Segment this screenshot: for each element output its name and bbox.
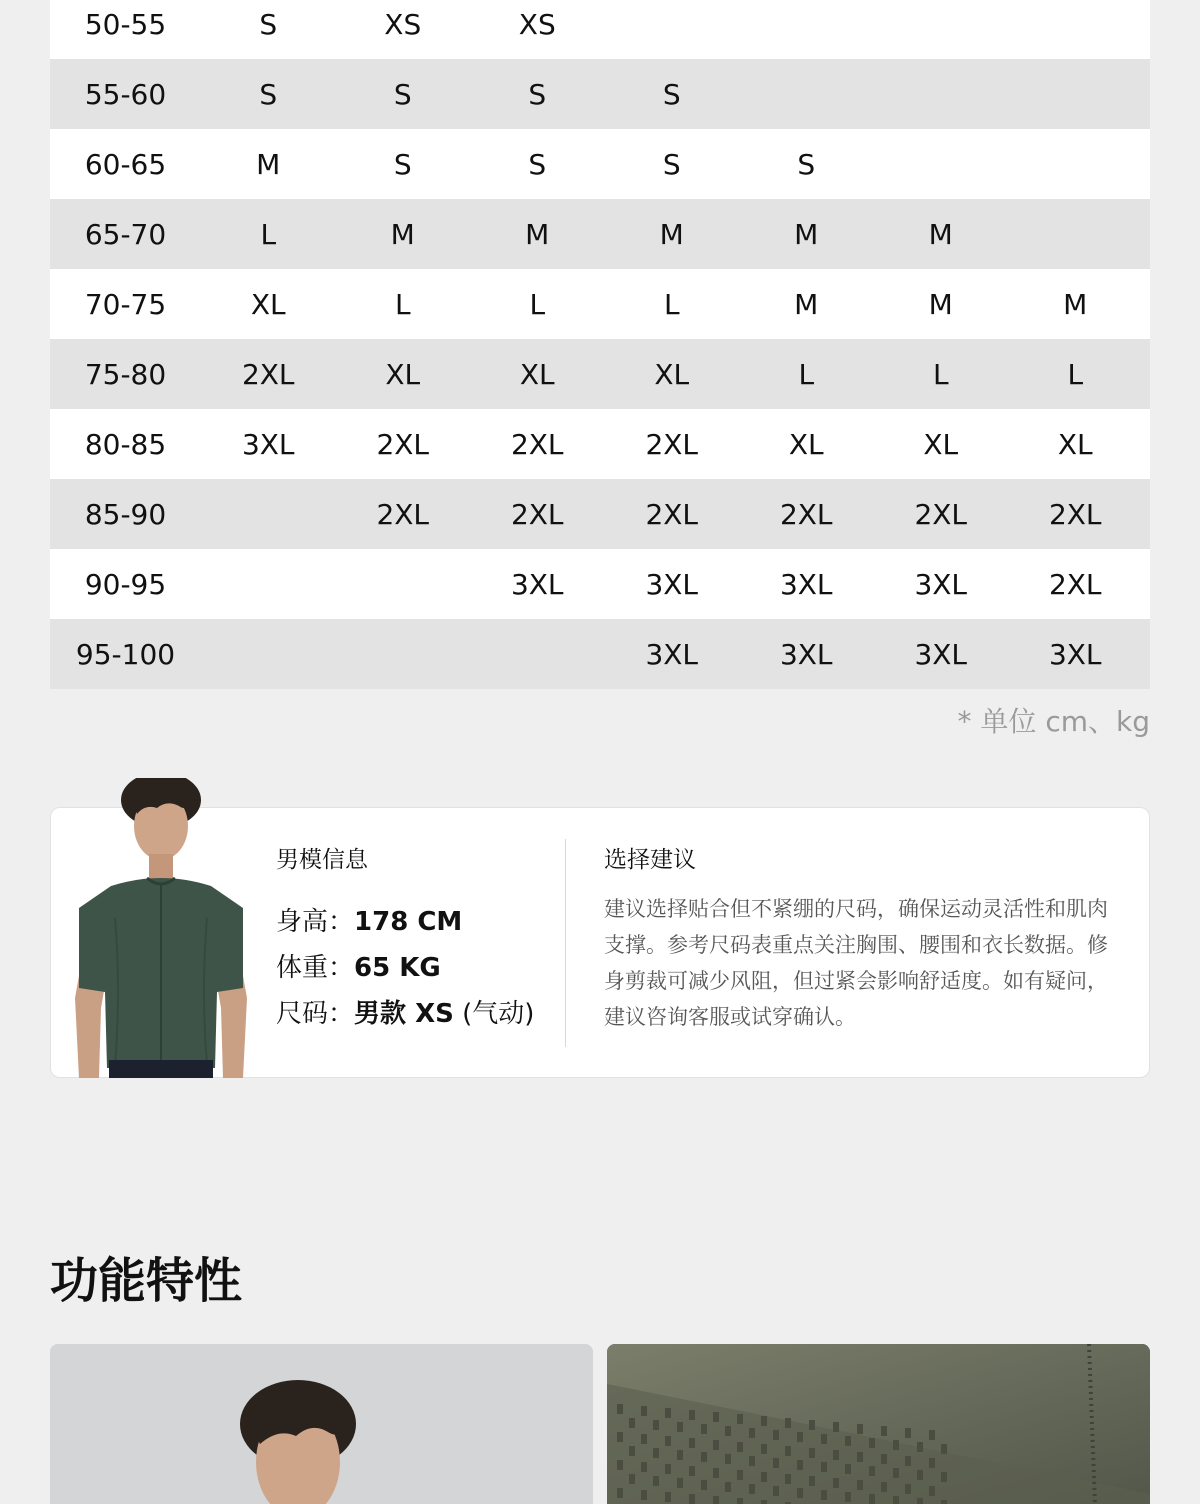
- size-cell: XS: [518, 7, 556, 41]
- fabric-perforation: [677, 1478, 683, 1488]
- table-row: [50, 619, 1150, 689]
- fabric-perforation: [737, 1498, 743, 1504]
- size-cell: 2XL: [241, 357, 295, 391]
- size-cell: M: [256, 147, 281, 181]
- fabric-perforation: [857, 1480, 863, 1490]
- weight-range-cell: 75-80: [84, 357, 167, 391]
- fabric-perforation: [641, 1490, 647, 1500]
- fabric-perforation: [653, 1420, 659, 1430]
- weight-range-cell: 95-100: [75, 637, 176, 671]
- weight-range-cell: 55-60: [84, 77, 167, 111]
- model-info-title: 男模信息: [276, 847, 368, 873]
- size-cell: S: [393, 147, 412, 181]
- fabric-perforation: [905, 1428, 911, 1438]
- feature-image-model: [50, 1344, 593, 1504]
- size-cell: 3XL: [1048, 637, 1102, 671]
- fabric-perforation: [677, 1450, 683, 1460]
- size-cell: S: [259, 7, 278, 41]
- size-cell: 3XL: [914, 567, 968, 601]
- size-cell: 3XL: [510, 567, 564, 601]
- fabric-perforation: [737, 1470, 743, 1480]
- table-row: [50, 409, 1150, 479]
- table-row: [50, 339, 1150, 409]
- model-height-value: 178 CM: [354, 907, 463, 937]
- fabric-perforation: [641, 1406, 647, 1416]
- fabric-perforation: [821, 1490, 827, 1500]
- fabric-perforation: [689, 1466, 695, 1476]
- size-cell: S: [662, 77, 681, 111]
- fabric-perforation: [785, 1418, 791, 1428]
- size-cell: M: [390, 217, 415, 251]
- model-size-note: (气动): [453, 999, 535, 1029]
- feature-model-photo: [50, 1344, 593, 1504]
- weight-range-cell: 70-75: [84, 287, 167, 321]
- fabric-perforation: [749, 1484, 755, 1494]
- model-size: [276, 993, 534, 1030]
- fabric-perforation: [821, 1434, 827, 1444]
- fabric-perforation: [869, 1494, 875, 1504]
- size-cell: S: [797, 147, 816, 181]
- fabric-perforation: [665, 1436, 671, 1446]
- fabric-perforation: [905, 1484, 911, 1494]
- model-size-label: 尺码：: [276, 999, 355, 1029]
- fabric-perforation: [665, 1464, 671, 1474]
- fabric-perforation: [713, 1496, 719, 1504]
- fabric-perforation: [665, 1492, 671, 1502]
- weight-range-cell: 50-55: [84, 7, 167, 41]
- fabric-perforation: [881, 1482, 887, 1492]
- fabric-perforation: [845, 1436, 851, 1446]
- fabric-perforation: [677, 1422, 683, 1432]
- features-heading: 功能特性: [50, 1253, 243, 1309]
- fabric-perforation: [833, 1478, 839, 1488]
- model-size-value: 男款 XS: [354, 999, 454, 1029]
- fabric-perforation: [893, 1496, 899, 1504]
- fabric-perforation: [821, 1462, 827, 1472]
- fabric-perforation: [929, 1486, 935, 1496]
- fabric-perforation: [653, 1476, 659, 1486]
- fabric-perforation: [785, 1446, 791, 1456]
- fabric-perforation: [905, 1456, 911, 1466]
- card-divider: [565, 839, 566, 1047]
- size-cell: 3XL: [914, 637, 968, 671]
- size-cell: S: [259, 77, 278, 111]
- fabric-perforation: [701, 1424, 707, 1434]
- fabric-perforation: [641, 1434, 647, 1444]
- size-cell: S: [662, 147, 681, 181]
- fabric-perforation: [689, 1438, 695, 1448]
- fabric-perforation: [761, 1500, 767, 1504]
- size-cell: 2XL: [645, 427, 699, 461]
- size-cell: 3XL: [645, 637, 699, 671]
- fabric-perforation: [737, 1442, 743, 1452]
- fabric-perforation: [701, 1452, 707, 1462]
- fabric-perforation: [809, 1476, 815, 1486]
- fabric-perforation: [773, 1458, 779, 1468]
- weight-range-cell: 60-65: [84, 147, 167, 181]
- size-cell: 2XL: [510, 427, 564, 461]
- table-row: [50, 129, 1150, 199]
- fabric-perforation: [629, 1474, 635, 1484]
- model-height: [276, 901, 462, 938]
- fabric-perforation: [929, 1430, 935, 1440]
- unit-note: * 单位 cm、kg: [957, 705, 1150, 738]
- size-cell: 2XL: [376, 427, 430, 461]
- size-cell: M: [794, 217, 819, 251]
- fabric-perforation: [617, 1432, 623, 1442]
- fabric-perforation: [713, 1440, 719, 1450]
- model-weight-value: 65 KG: [354, 953, 441, 983]
- size-cell: XL: [923, 427, 959, 461]
- fabric-perforation: [833, 1450, 839, 1460]
- fabric-perforation: [725, 1426, 731, 1436]
- table-row: [50, 0, 1150, 59]
- fabric-perforation: [941, 1472, 947, 1482]
- size-cell: XL: [250, 287, 286, 321]
- fabric-perforation: [809, 1448, 815, 1458]
- weight-range-cell: 85-90: [84, 497, 167, 531]
- size-cell: 2XL: [1048, 497, 1102, 531]
- advice-text: 建议选择贴合但不紧绷的尺码，确保运动灵活性和肌肉支撑。参考尺码表重点关注胸围、腰围和衣长数据。修身剪裁可减少风阻，但过紧会影响舒适度。如有疑问，建议咨询客服或试穿确认。: [604, 897, 1108, 1029]
- fabric-perforation: [809, 1420, 815, 1430]
- model-weight: [276, 947, 441, 984]
- table-row: [50, 479, 1150, 549]
- fabric-perforation: [629, 1418, 635, 1428]
- size-cell: M: [928, 217, 953, 251]
- fabric-perforation: [893, 1468, 899, 1478]
- fabric-perforation: [857, 1424, 863, 1434]
- size-cell: L: [932, 357, 949, 391]
- size-cell: XL: [788, 427, 824, 461]
- table-row: [50, 269, 1150, 339]
- fabric-perforation: [617, 1404, 623, 1414]
- size-cell: L: [260, 217, 277, 251]
- fabric-perforation: [857, 1452, 863, 1462]
- weight-range-cell: 90-95: [84, 567, 167, 601]
- model-info-card: [50, 807, 1150, 1078]
- fabric-perforation: [689, 1494, 695, 1504]
- fabric-perforation: [941, 1444, 947, 1454]
- fabric-perforation: [845, 1492, 851, 1502]
- fabric-perforation: [941, 1500, 947, 1504]
- size-cell: M: [525, 217, 550, 251]
- fabric-perforation: [629, 1446, 635, 1456]
- fabric-perforation: [869, 1438, 875, 1448]
- size-cell: L: [798, 357, 815, 391]
- fabric-perforation: [713, 1468, 719, 1478]
- size-cell: 3XL: [779, 567, 833, 601]
- size-cell: S: [393, 77, 412, 111]
- feature-fabric-photo: [607, 1344, 1150, 1504]
- fabric-perforation: [761, 1416, 767, 1426]
- fabric-perforation: [749, 1428, 755, 1438]
- fabric-perforation: [797, 1460, 803, 1470]
- fabric-perforation: [773, 1430, 779, 1440]
- fabric-perforation: [761, 1444, 767, 1454]
- size-cell: 3XL: [645, 567, 699, 601]
- size-cell: M: [794, 287, 819, 321]
- table-row: [50, 59, 1150, 129]
- fabric-perforation: [797, 1432, 803, 1442]
- table-row: [50, 199, 1150, 269]
- size-cell: S: [528, 77, 547, 111]
- fabric-perforation: [737, 1414, 743, 1424]
- size-cell: L: [529, 287, 546, 321]
- fabric-perforation: [617, 1488, 623, 1498]
- fabric-perforation: [761, 1472, 767, 1482]
- fabric-perforation: [917, 1442, 923, 1452]
- table-row: [50, 549, 1150, 619]
- fabric-perforation: [917, 1498, 923, 1504]
- size-cell: XL: [654, 357, 690, 391]
- fabric-perforation: [689, 1410, 695, 1420]
- size-cell: XL: [385, 357, 421, 391]
- fabric-perforation: [917, 1470, 923, 1480]
- size-cell: 3XL: [241, 427, 295, 461]
- fabric-perforation: [665, 1408, 671, 1418]
- advice-title: 选择建议: [604, 847, 696, 873]
- size-cell: XS: [384, 7, 422, 41]
- size-cell: M: [1063, 287, 1088, 321]
- size-cell: 2XL: [376, 497, 430, 531]
- fabric-perforation: [617, 1460, 623, 1470]
- model-photo: [71, 778, 251, 1078]
- size-cell: 2XL: [645, 497, 699, 531]
- fabric-perforation: [725, 1454, 731, 1464]
- size-cell: XL: [519, 357, 555, 391]
- fabric-perforation: [881, 1454, 887, 1464]
- fabric-perforation: [869, 1466, 875, 1476]
- fabric-perforation: [713, 1412, 719, 1422]
- fabric-perforation: [785, 1474, 791, 1484]
- fabric-perforation: [725, 1482, 731, 1492]
- size-cell: S: [528, 147, 547, 181]
- size-cell: L: [1067, 357, 1084, 391]
- size-cell: 2XL: [914, 497, 968, 531]
- size-cell: 2XL: [1048, 567, 1102, 601]
- size-cell: L: [663, 287, 680, 321]
- fabric-perforation: [845, 1464, 851, 1474]
- size-cell: 2XL: [779, 497, 833, 531]
- weight-range-cell: 65-70: [84, 217, 167, 251]
- size-cell: M: [659, 217, 684, 251]
- fabric-perforation: [701, 1480, 707, 1490]
- feature-image-fabric: [607, 1344, 1150, 1504]
- fabric-perforation: [749, 1456, 755, 1466]
- fabric-perforation: [893, 1440, 899, 1450]
- size-chart-table: [50, 0, 1150, 689]
- fabric-perforation: [773, 1486, 779, 1496]
- fabric-perforation: [797, 1488, 803, 1498]
- model-height-label: 身高：: [276, 907, 355, 937]
- fabric-perforation: [653, 1448, 659, 1458]
- fabric-perforation: [929, 1458, 935, 1468]
- size-cell: 2XL: [510, 497, 564, 531]
- fabric-perforation: [641, 1462, 647, 1472]
- size-cell: L: [394, 287, 411, 321]
- model-weight-label: 体重：: [276, 953, 355, 983]
- fabric-perforation: [881, 1426, 887, 1436]
- size-cell: XL: [1057, 427, 1093, 461]
- fabric-perforation: [833, 1422, 839, 1432]
- size-cell: M: [928, 287, 953, 321]
- size-cell: 3XL: [779, 637, 833, 671]
- weight-range-cell: 80-85: [84, 427, 167, 461]
